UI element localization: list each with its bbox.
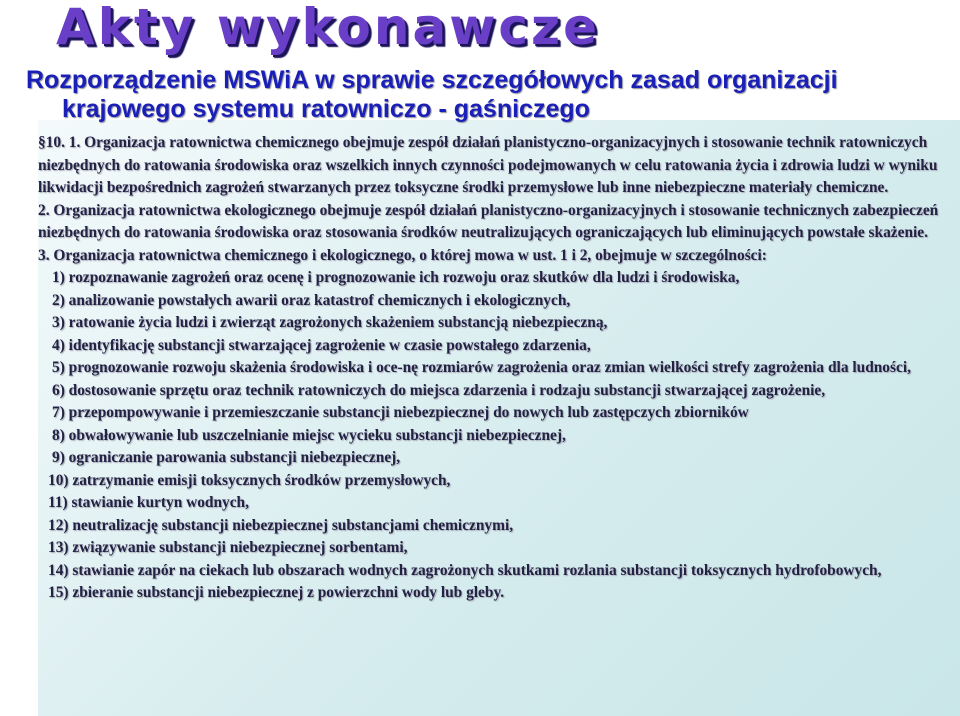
slide-content bbox=[38, 132, 943, 605]
list-item: 2) analizowanie powstałych awarii oraz katastrof chemicznych i ekologicznych, bbox=[52, 291, 571, 309]
list-item: 13) związywanie substancji niebezpiecznej sorbentami, bbox=[48, 539, 408, 556]
list-item: 8) obwałowywanie lub uszczelnianie miejsc wycieku substancji niebezpiecznej, bbox=[52, 426, 566, 444]
list-item: 4) identyfikację substancji stwarzającej zagrożenie w czasie powstałego zdarzenia, bbox=[52, 336, 591, 354]
list-item: 6) dostosowanie sprzętu oraz technik ratowniczych do miejsca zdarzenia i rodzaju substancji stwarzającej zagrożenie, bbox=[52, 381, 826, 399]
list-item: 10) zatrzymanie emisji toksycznych środków przemysłowych, bbox=[48, 471, 451, 489]
subtitle-line-2: krajowego systemu ratowniczo - gaśniczego bbox=[62, 95, 590, 123]
slide-subtitle bbox=[26, 66, 946, 124]
paragraph-2: 2. Organizacja ratownictwa ekologicznego obejmuje zespół działań planistyczno-organizacyjnych i stosowanie technicznych zabezpieczeń niezbędnych do ratowania środowiska oraz stosowania środków neutralizujących ograniczających lub eliminujących powstałe skażenie. bbox=[38, 201, 939, 241]
paragraph-1: §10. 1. Organizacja ratownictwa chemicznego obejmuje zespół działań planistyczno-organizacyjnych i stosowanie technik ratowniczych niezbędnych do ratowania środowiska oraz wszelkich innych czynności podejmowanych w celu ratowania życia i zdrowia ludzi w wyniku likwidacji bezpośrednich zagrożeń stwarzanych przez toksyczne środki przemysłowe lub inne niebezpieczne materiały chemiczne. bbox=[38, 134, 938, 196]
list-item: 5) prognozowanie rozwoju skażenia środowiska i oce-nę rozmiarów zagrożenia oraz zmian wielkości strefy zagrożenia dla ludności, bbox=[52, 359, 911, 376]
list-item: 11) stawianie kurtyn wodnych, bbox=[48, 494, 249, 511]
subtitle-line-1: Rozporządzenie MSWiA w sprawie szczegółowych zasad organizacji bbox=[26, 66, 838, 94]
duties-list bbox=[38, 267, 943, 605]
list-item: 1) rozpoznawanie zagrożeń oraz ocenę i prognozowanie ich rozwoju oraz skutków dla ludzi i środowiska, bbox=[52, 269, 740, 286]
list-item: 15) zbieranie substancji niebezpiecznej z powierzchni wody lub gleby. bbox=[48, 584, 505, 601]
list-item: 9) ograniczanie parowania substancji niebezpiecznej, bbox=[52, 449, 401, 466]
list-item: 14) stawianie zapór na ciekach lub obszarach wodnych zagrożonych skutkami rozlania substancji toksycznych hydrofobowych, bbox=[48, 561, 882, 579]
list-item: 12) neutralizację substancji niebezpiecznej substancjami chemicznymi, bbox=[48, 516, 514, 534]
list-item: 3) ratowanie życia ludzi i zwierząt zagrożonych skażeniem substancją niebezpieczną, bbox=[52, 314, 608, 331]
list-item: 7) przepompowywanie i przemieszczanie substancji niebezpiecznej do nowych lub zastępczych zbiorników bbox=[52, 404, 749, 421]
paragraph-3: 3. Organizacja ratownictwa chemicznego i ekologicznego, o której mowa w ust. 1 i 2, obejmuje w szczególności: bbox=[38, 246, 767, 264]
slide-title: Akty wykonawcze bbox=[56, 0, 601, 56]
